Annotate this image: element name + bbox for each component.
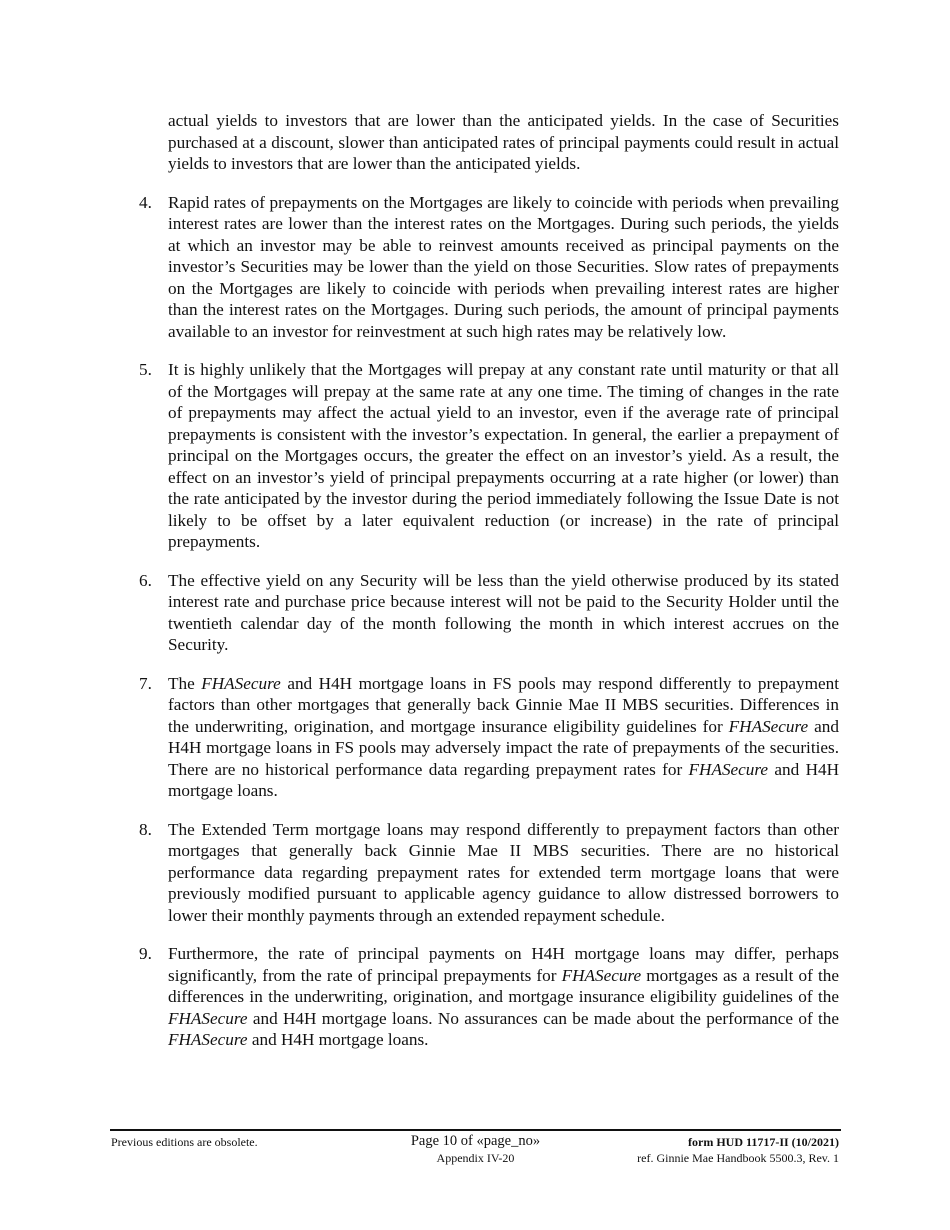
text-run: mortgages as a result of the differences in the underwriting, origination, and mortgage insurance eligibility guidelines of the	[168, 965, 840, 1006]
body-text	[139, 110, 839, 1068]
list-text	[168, 673, 839, 802]
text-run: and H4H mortgage loans in FS pools may adversely impact the rate of prepayments of the securities. There are no historical performance data regarding prepayment rates for	[168, 716, 839, 779]
list-item	[139, 819, 839, 927]
text-run: Furthermore, the rate of principal payments on H4H mortgage loans may differ, perhaps significantly, from the rate of principal prepayments for	[168, 944, 839, 985]
emphasis-text: FHASecure	[201, 673, 281, 693]
page-footer	[110, 1133, 841, 1173]
text-run: and H4H mortgage loans.	[247, 1030, 429, 1049]
text-run: and H4H mortgage loans in FS pools may respond differently to prepayment factors than other mortgages that generally back Ginnie Mae II MBS securities. Differences in the underwriting, origination, and mortgage insurance eligibility guidelines for	[168, 673, 839, 736]
list-item	[139, 943, 839, 1051]
emphasis-text: FHASecure	[168, 1008, 248, 1028]
list-number: 6.	[139, 570, 152, 590]
list-item	[139, 673, 839, 802]
list-item	[139, 570, 839, 656]
emphasis-text: FHASecure	[168, 1030, 248, 1049]
footer-appendix: Appendix IV-20	[436, 1151, 515, 1165]
emphasis-text: FHASecure	[561, 965, 642, 985]
emphasis-text: FHASecure	[688, 759, 769, 779]
list-number: 8.	[139, 819, 152, 839]
list-number: 4.	[139, 192, 152, 212]
emphasis-text: FHASecure	[728, 716, 809, 736]
list-text: The Extended Term mortgage loans may respond differently to prepayment factors than other mortgages that generally back Ginnie Mae II MBS securities. There are no historical performance data regarding prepayment rates for extended term mortgage loans that were previously modified pursuant to applicable agency guidance to allow distressed borrowers to lower their monthly payments through an extended repayment schedule.	[168, 819, 839, 925]
list-text	[168, 943, 839, 1051]
list-number: 5.	[139, 360, 152, 379]
text-run: and H4H mortgage loans. No assurances can be made about the performance of the	[247, 1008, 839, 1028]
text-run: The	[168, 673, 202, 693]
intro-paragraph: actual yields to investors that are lower than the anticipated yields. In the case of Securities purchased at a discount, slower than anticipated rates of principal payments could result in actual yields to investors that are lower than the anticipated yields.	[168, 111, 839, 173]
list-text: It is highly unlikely that the Mortgages will prepay at any constant rate until maturity or that all of the Mortgages will prepay at the same rate at any one time. The timing of changes in the rate of prepayments may affect the actual yield to an investor, even if the average rate of principal prepayments is consistent with the investor’s expectation. In general, the earlier a prepayment of principal on the Mortgages occurs, the greater the effect on an investor’s yield. As a result, the effect on an investor’s yield of principal prepayments occurring at a rate higher (or lower) than the rate anticipated by the investor during the period immediately following the Issue Date is not likely to be offset by a later equivalent reduction (or increase) in the rate of principal prepayments.	[168, 360, 839, 551]
footer-divider	[110, 1129, 841, 1131]
list-text: The effective yield on any Security will be less than the yield otherwise produced by its stated interest rate and purchase price because interest will not be paid to the Security Holder until the twentieth calendar day of the month following the month in which interest accrues on the Security.	[168, 570, 839, 654]
list-item	[139, 192, 839, 343]
footer-form-id: form HUD 11717-II (10/2021)	[688, 1135, 839, 1149]
list-number: 9.	[139, 944, 152, 963]
list-text: Rapid rates of prepayments on the Mortgages are likely to coincide with periods when prevailing interest rates are lower than the interest rates on the Mortgages. During such periods, the yields at which an investor may be able to reinvest amounts received as principal payments on the investor’s Securities may be lower than the yield on those Securities. Slow rates of prepayments on the Mortgages are likely to coincide with periods when prevailing interest rates are higher than the interest rates on the Mortgages. During such periods, the amount of principal payments available to an investor for reinvestment at such high rates may be relatively low.	[168, 192, 839, 341]
list-item	[139, 359, 839, 553]
footer-obsolete-note: Previous editions are obsolete.	[111, 1135, 258, 1149]
list-number: 7.	[139, 673, 152, 693]
footer-reference: ref. Ginnie Mae Handbook 5500.3, Rev. 1	[637, 1151, 839, 1165]
text-run: and H4H mortgage loans.	[168, 759, 839, 800]
footer-page-number: Page 10 of «page_no»	[410, 1133, 541, 1149]
